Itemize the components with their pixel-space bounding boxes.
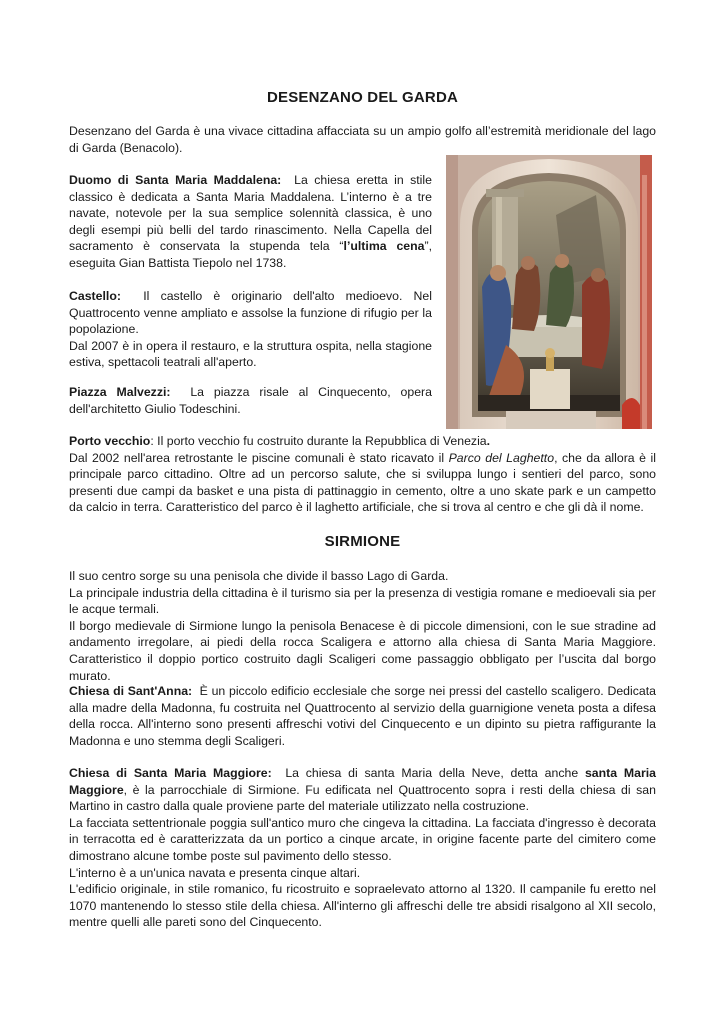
duomo-text: La chiesa eretta in stile classico è dedicata a Santa Maria Maddalena. L’interno è a tre navate, notevole per la sua semplice solennità classica, è uno degli esempi più belli del tardo rinascimento. Nella Capella del sacramento è conservata la stupenda tela “: [69, 173, 432, 254]
maggiore-p3: L'interno è a un'unica navata e presenta cinque altari.: [69, 865, 361, 880]
duomo-text-end: ”, eseguita Gian Battista Tiepolo nel 1738.: [69, 239, 433, 270]
anna-text: È un piccolo edificio ecclesiale che sorge nei pressi del castello scaligero. Dedicata alla madre della Madonna, fu costruita nel Quattrocento al servizio della guarnigione veneta posta a difesa della rocca. All'interno sono presenti affreschi votivi del Cinquecento e un dipinto su pietra raffigurante la Madonna e uno stemma degli Scaligeri.: [69, 684, 656, 748]
porto-dot: .: [486, 434, 491, 448]
maggiore-paragraph: [69, 765, 656, 931]
castello-text2: Dal 2007 è in opera il restauro, e la struttura ospita, nella stagione estiva, spettacoli teatrali all'aperto.: [69, 338, 432, 370]
castello-paragraph: [69, 288, 432, 371]
piazza-label: Piazza Malvezzi:: [69, 385, 171, 399]
castello-label: Castello:: [69, 289, 121, 303]
anna-paragraph: [69, 683, 656, 749]
intro-paragraph: [69, 123, 656, 156]
intro-text: Desenzano del Garda è una vivace cittadina affacciata su un ampio golfo all’estremità meridionale del lago di Garda (Benacolo).: [69, 124, 656, 155]
title-desenzano: DESENZANO DEL GARDA: [266, 89, 459, 106]
maggiore-p4: L'edificio originale, in stile romanico, fu ricostruito e sopraelevato attorno al 1320. Il campanile fu eretto nel 1070 mantenendo lo stesso stile della chiesa. All'interno gli affreschi delle tre absidi risalgono al XII secolo, mentre quelli alle pareti sono del Cinquecento.: [69, 882, 656, 930]
porto-text2b: , che da allora è il principale parco cittadino. Oltre ad un percorso salute, che si sviluppa lungo i sentieri del parco, sono presenti due campi da basket e una pista di pattinaggio in cemento, oltre a uno skate park e un campetto da calcio in terra. Caratteristico del parco è il laghetto artificiale, che si trova al centro e che gli dà il nome.: [69, 450, 657, 515]
sirmione-p3: Il borgo medievale di Sirmione lungo la penisola Benacese è di piccole dimensioni, con le sue stradine ad andamento irregolare, ai piedi della rocca Scaligera e attorno alla chiesa di Santa Maria Maggiore. Caratteristico il doppio portico costruito dagli Scaligeri come passaggio obbligato per l’uscita dal borgo murato.: [69, 618, 656, 683]
maggiore-text1: La chiesa di santa Maria della Neve, detta anche: [285, 766, 585, 780]
maggiore-bold: santa Maria Maggiore: [69, 766, 656, 797]
duomo-bold: l’ultima cena: [343, 239, 425, 254]
porto-label: Porto vecchio: [69, 434, 151, 448]
anna-label: Chiesa di Sant'Anna:: [69, 684, 193, 698]
last-supper-painting: [446, 155, 652, 429]
porto-text2a: Dal 2002 nell'area retrostante le piscine comunali è stato ricavato il: [69, 450, 449, 465]
title-sirmione: SIRMIONE: [324, 533, 401, 550]
piazza-text: La piazza risale al Cinquecento, opera dell'architetto Giulio Todeschini.: [69, 385, 432, 416]
piazza-paragraph: [69, 384, 432, 417]
duomo-label: Duomo di Santa Maria Maddalena:: [69, 173, 282, 187]
sirmione-p1: Il suo centro sorge su una penisola che divide il basso Lago di Garda.: [69, 569, 449, 583]
sirmione-paragraph: [69, 568, 656, 684]
sirmione-p2: La principale industria della cittadina è il turismo sia per la presenza di vestigia romane e medioevali sia per le acque termali.: [69, 585, 656, 617]
maggiore-label: Chiesa di Santa Maria Maggiore:: [69, 766, 272, 780]
castello-text: Il castello è originario dell'alto medioevo. Nel Quattrocento venne ampliato e assolse la funzione di rifugio per la popolazione.: [69, 289, 432, 337]
porto-text: : Il porto vecchio fu costruito durante la Repubblica di Venezia: [150, 434, 487, 448]
maggiore-text2: , è la parrocchiale di Sirmione. Fu edificata nel Quattrocento sopra i resti della chiesa di san Martino in castro dalla quale proviene parte del materiale utilizzato nella costruzione.: [69, 782, 656, 814]
duomo-paragraph: [69, 172, 432, 272]
porto-paragraph: [69, 433, 656, 516]
maggiore-p2: La facciata settentrionale poggia sull'antico muro che cingeva la cittadina. La facciata d'ingresso è decorata in terracotta ed è caratterizzata da un portico a cinque arcate, in origine facente parte del cimitero come dimostrano alcune tombe poste sul pavimento dello stesso.: [69, 815, 656, 863]
porto-italic: Parco del Laghetto: [448, 450, 555, 465]
